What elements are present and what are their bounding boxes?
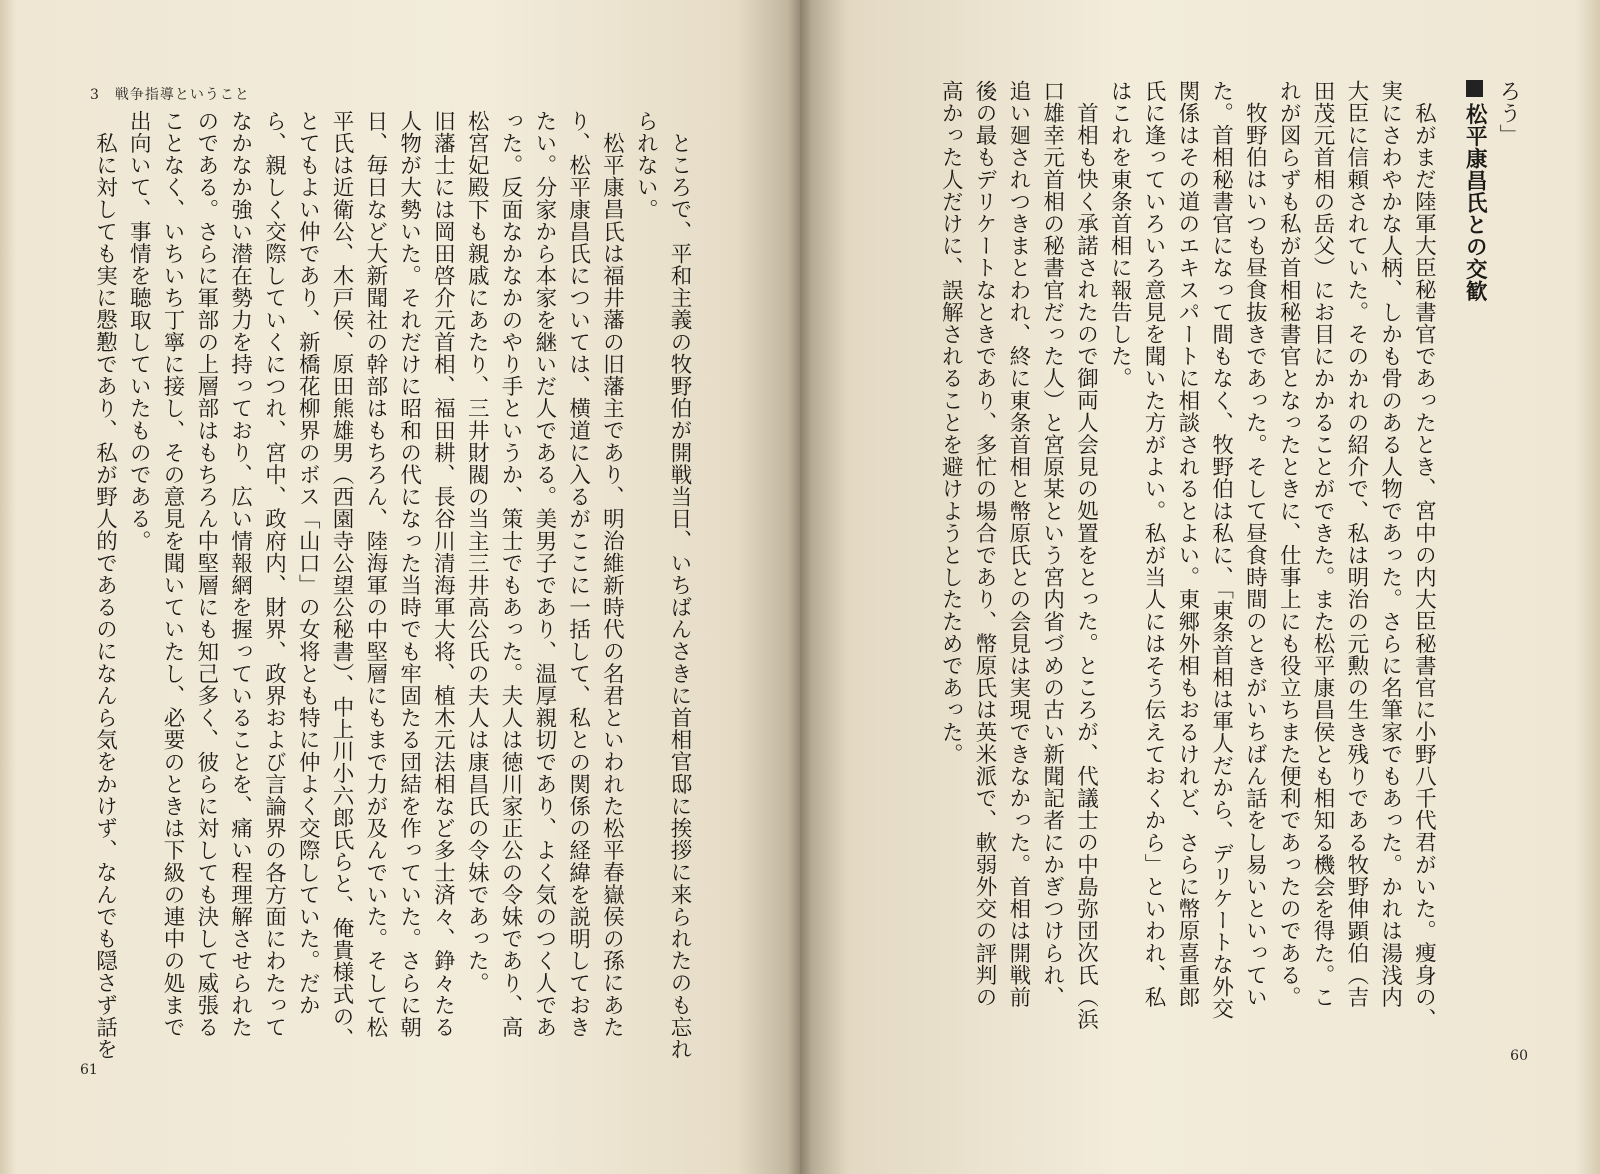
page-number: 61 (80, 1062, 98, 1078)
paragraph: 牧野伯はいつも昼食抜きであった。そして昼食時間のときがいちばん話をし易いといっていた。首相秘書官になって間もなく、牧野伯は私に、「東条首相は軍人だから、デリケートな外交関係はその道のエキスパートに相談されるとよい。東郷外相もおるけれど、さらに幣原喜重郎氏に逢っていろいろ意見を聞いた方がよい。私が当人にはそう伝えておくから」といわれ、私はこれを東条首相に報告した。 (1107, 80, 1268, 1020)
book-gutter (788, 0, 812, 1174)
left-page-body (86, 110, 696, 1060)
paragraph-part: 松平康昌氏については、横道に入るがここに一括して、私との関係の経緯を説明しておきたい。分家から本家を継いだ人である。美男子であり、温厚親切であり、よく気のつく人であった。反面なかなかのやり手というか、策士でもあった。夫人は徳川家正公の令妹であり、高松宮妃殿下も親戚にあたり、三井財閥の当主三井高公氏の夫人は康昌氏の令妹であった。 (464, 110, 591, 1039)
right-page-body (905, 80, 1525, 1030)
paragraph: 旧藩士には岡田啓介元首相、福田耕、長谷川清海軍大将、植木元法相など多士済々、錚々たる人物が大勢いた。それだけに昭和の代になった当時でも牢固たる団結を作っていた。さらに朝日、毎日など大新聞社の幹部はもちろん、陸海軍の中堅層にもまで力が及んでいた。そして松平氏は近衛公、木戸侯、原田熊雄男（西園寺公望公秘書）、中上川小六郎氏らと、俺貴様式の、とてもよい仲であり、新橋花柳界のボス「山口」の女将とも特に仲よく交際していた。だから、親しく交際していくにつれ、宮中、政府内、財界、政界および言論界の各方面にわたってなかなか強い潜在勢力を持っており、広い情報網を握っていることを、痛い程理解させられたのである。さらに軍部の上層部はもちろん中堅層にも知己多く、彼らに対しても決して威張ることなく、いちいち丁寧に接し、その意見を聞いていたし、必要のときは下級の連中の処まで出向いて、事情を聴取していたものである。 (126, 110, 456, 1050)
paragraph: 首相も快く承諾されたので御両人会見の処置をとった。ところが、代議士の中島弥団次氏（浜口雄幸元首相の秘書官だった人）と宮原某という宮内省づめの古い新聞記者にかぎつけられ、追い廻されつきまとわれ、終に東条首相と幣原氏との会見は実現できなかった。首相は開戦前後の最もデリケートなときであり、多忙の場合であり、幣原氏は英米派で、軟弱外交の評判の高かった人だけに、誤解されることを避けようとしたためであった。 (938, 80, 1099, 1030)
paragraph (459, 110, 628, 1060)
paragraph: 私がまだ陸軍大臣秘書官であったとき、宮中の内大臣秘書官に小野八千代君がいた。痩身の、実にさわやかな人柄、しかも骨のある人物であった。さらに名筆家でもあった。かれは湯浅内大臣に信頼されていた。そのかれの紹介で、私は明治の元勲の生き残りである牧野伸顕伯（吉田茂元首相の岳父）にお目にかかることができた。また松平康昌侯とも相知る機会を得た。これが図らずも私が首相秘書官となったときに、仕事上にも役立ちまた便利であったのである。 (1276, 80, 1437, 1030)
running-head: 3 戦争指導ということ (90, 87, 250, 103)
paragraph: ところで、平和主義の牧野伯が開戦当日、いちばんさきに首相官邸に挨拶に来られたのも忘れられない。 (633, 110, 692, 1060)
page-number: 60 (1510, 1048, 1528, 1064)
section-heading (1457, 80, 1491, 1030)
paragraph-part: 松平康昌氏は福井藩の旧藩主であり、明治維新時代の名君といわれた松平春嶽侯の孫にあたり、 (565, 110, 625, 1038)
paragraph: 私に対しても実に慇懃であり、私が野人的であるのになんら気をかけず、なんでも隠さず話を (92, 131, 118, 1060)
lead-fragment: ろう」 (1496, 80, 1521, 147)
heading-square-icon (1466, 80, 1483, 97)
section-heading-text: 松平康昌氏との交歓 (1462, 103, 1488, 303)
